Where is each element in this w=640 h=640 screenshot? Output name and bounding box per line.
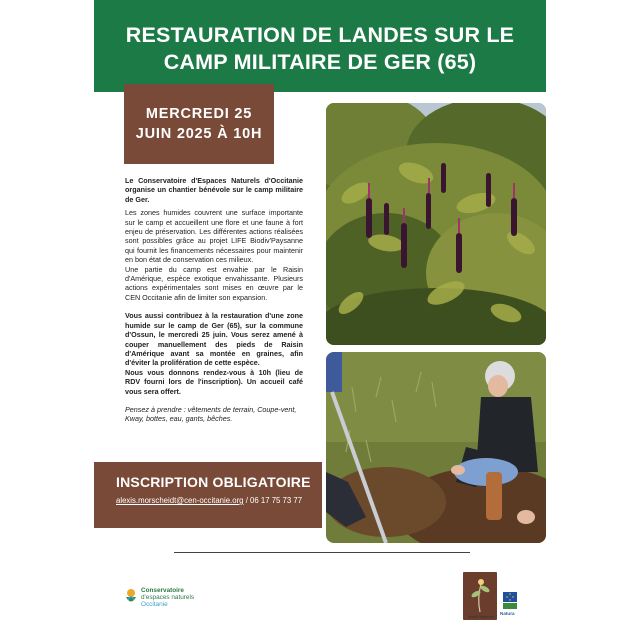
intro-paragraph-invasive: Une partie du camp est envahie par le Raisin d'Amérique, espèce exotique envahissante. Plusieurs actions expérimentales sont mises en œuvre par le CEN Occitanie afin de limiter son expansion. bbox=[125, 264, 303, 302]
intro-bring-list: Pensez à prendre : vêtements de terrain, Coupe-vent, Kway, bottes, eau, gants, bêches. bbox=[125, 404, 297, 424]
natura-caption: Natura bbox=[500, 611, 515, 616]
contact-phone: 06 17 75 73 77 bbox=[250, 496, 303, 505]
life-logo-icon bbox=[502, 592, 518, 610]
intro-lead: Le Conservatoire d'Espaces Naturels d'Occitanie organise un chantier bénévole sur le camp militaire de Ger. bbox=[125, 176, 303, 204]
poster bbox=[94, 0, 546, 640]
title-line-1: RESTAURATION DE LANDES SUR LE bbox=[125, 23, 515, 47]
event-date-box bbox=[124, 84, 274, 164]
description bbox=[125, 176, 303, 428]
intro-paragraph-wetlands: Les zones humides couvrent une surface importante sur le camp et accueillent une flore et une faune à fort enjeu de préservation. Les différentes actions réalisées sont possibles grâce au projet LIFE Biodiv'Paysanne qui fournit les financements nécessaires pour maintenir en bon état de conservation ces milieux. bbox=[125, 208, 303, 265]
inscription-title: INSCRIPTION OBLIGATOIRE bbox=[116, 474, 311, 490]
biodiv-paysanne-logo bbox=[463, 572, 497, 620]
footer-divider bbox=[174, 552, 470, 553]
inscription-contact bbox=[116, 496, 322, 505]
contact-separator: / bbox=[243, 496, 251, 505]
outer-margin-left bbox=[0, 0, 94, 640]
photo-pokeweed bbox=[326, 103, 546, 345]
cen-line-3: Occitanie bbox=[141, 601, 168, 609]
outer-margin-right bbox=[546, 0, 640, 640]
life-logo bbox=[502, 592, 518, 612]
date-line-2: JUIN 2025 À 10H bbox=[135, 126, 263, 142]
cen-occitanie-logo bbox=[124, 586, 214, 614]
title-line-2: CAMP MILITAIRE DE GER (65) bbox=[163, 50, 477, 74]
cen-line-1: Conservatoire bbox=[141, 587, 184, 594]
cen-line-2: d'espaces naturels bbox=[141, 594, 195, 602]
page-title bbox=[94, 22, 546, 76]
header-band bbox=[94, 0, 546, 92]
biodiv-caption: Biodiv'Paysanne bbox=[467, 615, 495, 619]
inscription-box bbox=[94, 462, 322, 528]
contact-email-link[interactable]: alexis.morscheidt@cen-occitanie.org bbox=[116, 496, 244, 505]
date-line-1: MERCREDI 25 bbox=[145, 106, 253, 122]
intro-paragraph-meeting: Nous vous donnons rendez-vous à 10h (lieu de RDV fourni lors de l'inscription). Un accueil café vous sera offert. bbox=[125, 367, 303, 396]
cen-occitanie-logo-icon bbox=[124, 588, 138, 606]
photo-volunteer bbox=[326, 352, 546, 543]
intro-paragraph-call: Vous aussi contribuez à la restauration d'une zone humide sur le camp de Ger (65), sur la commune d'Ossun, le mercredi 25 juin. Vous serez amené à couper manuellement des pieds de Raisin d'Amérique avant sa montée en graines, afin d'éviter la prolifération de cette espèce. bbox=[125, 311, 303, 368]
